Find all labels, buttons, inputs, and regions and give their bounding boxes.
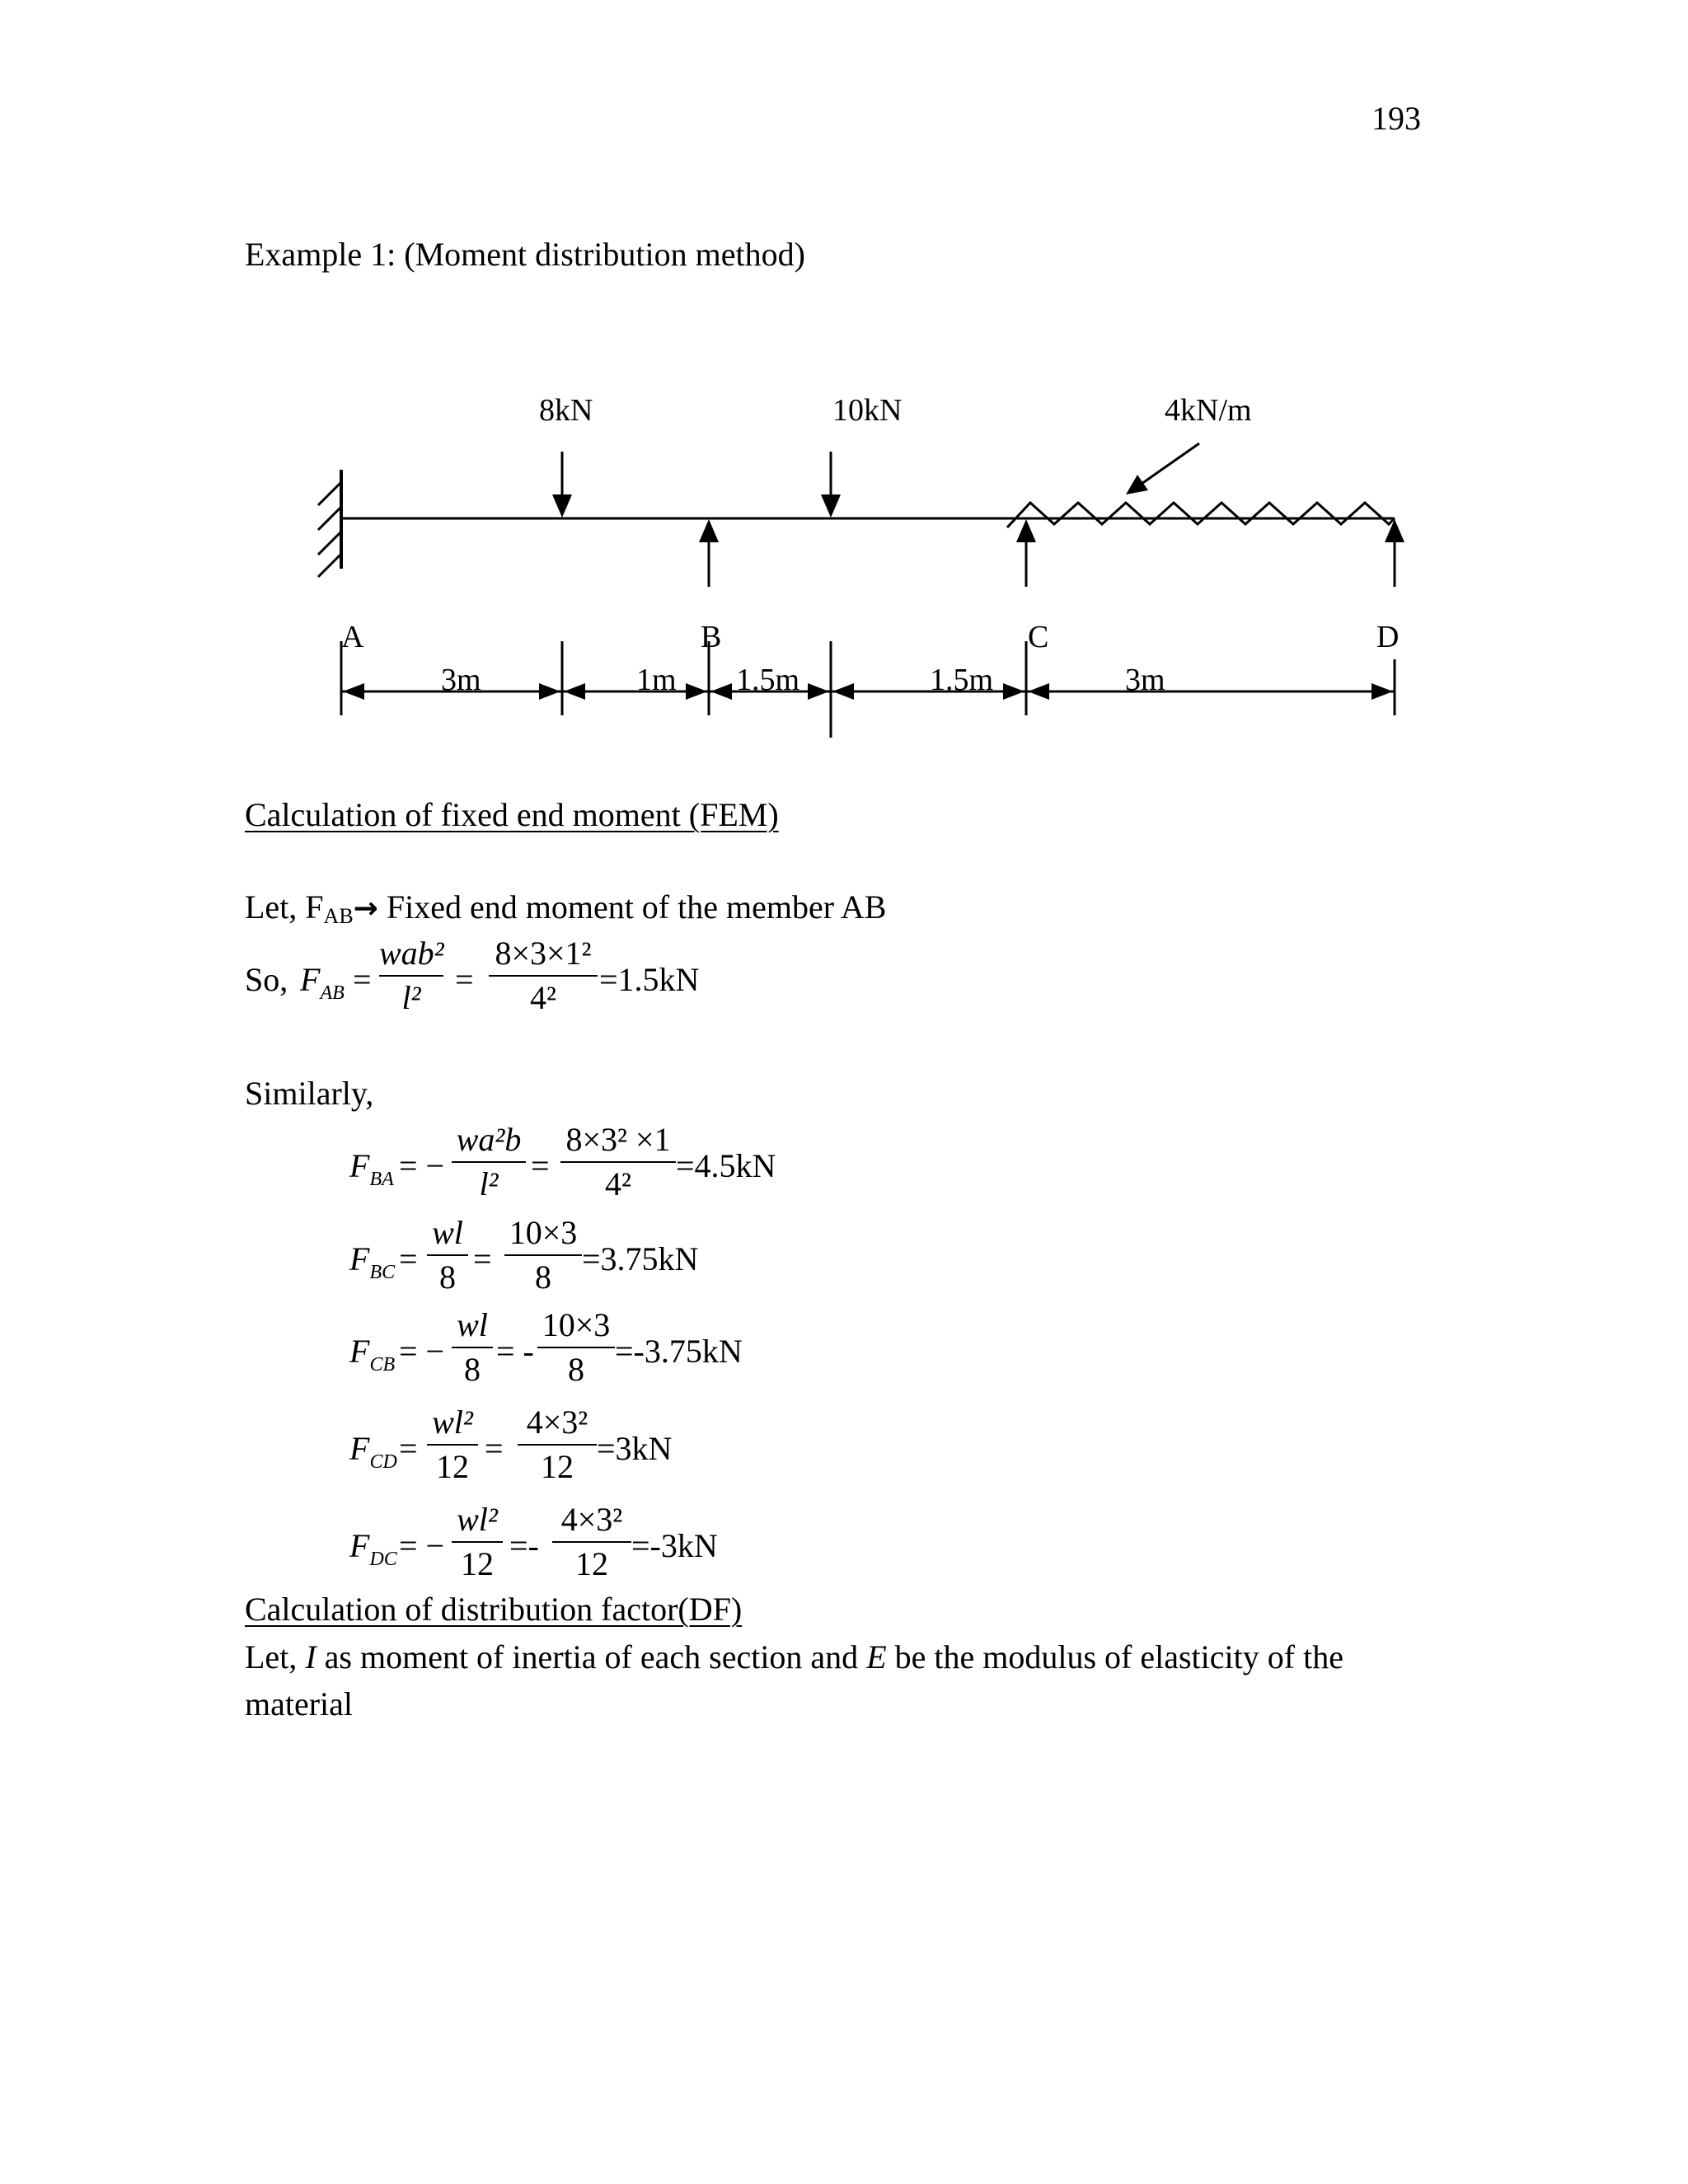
df-heading: Calculation of distribution factor(DF) — [245, 1591, 743, 1628]
eq-ab-sub: AB — [320, 982, 345, 1004]
point-label-b: B — [701, 620, 722, 654]
eq-bc-frac2 — [504, 1216, 582, 1294]
eq-ab-sign: = — [353, 961, 372, 998]
eq-ba-result: =4.5kN — [676, 1147, 776, 1184]
dimension-ticks — [341, 641, 1395, 738]
dim-label-1m: 1m — [636, 663, 677, 697]
beam-diagram — [0, 0, 1688, 758]
df-line1-b: as moment of inertia of each section and — [316, 1638, 867, 1675]
fem-heading: Calculation of fixed end moment (FEM) — [245, 796, 779, 833]
eq-cd-d2: 12 — [541, 1448, 574, 1485]
fem-definition-line — [245, 888, 887, 928]
eq-ab-d1: l² — [401, 979, 421, 1016]
eq-cb-frac2 — [537, 1306, 615, 1388]
eq-ba-d2: 4² — [605, 1165, 631, 1202]
eq-ba-frac2 — [560, 1123, 676, 1201]
eq-cb-d1: 8 — [464, 1351, 481, 1388]
eq-cd-n1: wl² — [432, 1404, 473, 1441]
load-label-udl: 4kN/m — [1165, 393, 1252, 428]
eq-dc-n1: wl² — [457, 1501, 498, 1538]
eq-bc-sub: BC — [369, 1262, 396, 1283]
eq-cb-mid: = - — [496, 1333, 534, 1370]
point-load-8kn-arrow — [552, 452, 572, 518]
eq-cd-sub: CD — [369, 1451, 397, 1473]
so-label: So, — [245, 961, 288, 998]
let-text: Fixed end moment of the member AB — [377, 888, 887, 926]
dim-label-1-5m-left: 1.5m — [736, 663, 800, 697]
eq-dc-sub: DC — [369, 1549, 397, 1570]
df-line1-i: I — [305, 1638, 316, 1675]
eq-dc-result: =-3kN — [631, 1527, 718, 1564]
support-b-arrow — [699, 519, 719, 587]
eq-cb-result: =-3.75kN — [615, 1333, 743, 1370]
eq-cd-d1: 12 — [436, 1448, 469, 1485]
eq-cb-frac1 — [452, 1306, 493, 1388]
fixed-support-a — [318, 470, 341, 577]
eq-dc-d1: 12 — [461, 1545, 494, 1582]
eq-dc-n2: 4×3² — [560, 1501, 623, 1538]
eq-bc-d1: 8 — [439, 1258, 456, 1296]
eq-bc-n2: 10×3 — [509, 1214, 578, 1251]
eq-ba-sign: = − — [399, 1147, 445, 1184]
point-label-a: A — [341, 620, 364, 654]
eq-ab-f: F — [300, 961, 321, 998]
right-arrow-icon: → — [353, 892, 378, 926]
eq-dc-mid: =- — [509, 1527, 539, 1564]
let-sub: AB — [323, 904, 354, 928]
eq-bc-sign: = — [399, 1240, 418, 1277]
dim-label-3m-ab: 3m — [441, 663, 481, 697]
eq-dc-f: F — [349, 1527, 370, 1564]
eq-ab-result: =1.5kN — [599, 961, 700, 998]
eq-cd-sign: = — [399, 1430, 418, 1467]
eq-ab-lhs — [300, 961, 345, 1004]
eq-dc-sign: = − — [399, 1527, 445, 1564]
point-load-10kn-arrow — [821, 452, 841, 518]
point-label-d: D — [1376, 620, 1400, 654]
eq-ba-f: F — [349, 1147, 370, 1184]
support-c-arrow — [1016, 519, 1036, 587]
eq-ab-frac2 — [489, 937, 598, 1015]
eq-cb-f: F — [349, 1333, 370, 1370]
eq-ab-d2: 4² — [530, 979, 556, 1016]
eq-ba-n1: wa²b — [456, 1121, 522, 1158]
eq-cb-sign: = − — [399, 1333, 445, 1370]
eq-ba-n2: 8×3² ×1 — [565, 1121, 671, 1158]
eq-bc-result: =3.75kN — [582, 1240, 699, 1277]
eq-ba-lhs — [349, 1147, 394, 1190]
eq-bc-n1: wl — [432, 1214, 463, 1251]
eq-cb-d2: 8 — [568, 1351, 584, 1388]
dim-label-3m-cd: 3m — [1125, 663, 1165, 697]
eq-cd-frac2 — [518, 1406, 597, 1483]
support-d-arrow — [1385, 519, 1404, 587]
eq-cd-lhs — [349, 1430, 397, 1473]
example-title: Example 1: (Moment distribution method) — [245, 236, 805, 273]
eq-ba-sub: BA — [369, 1169, 394, 1190]
eq-ab-frac1 — [379, 937, 443, 1015]
eq-dc-frac2 — [552, 1503, 631, 1581]
eq-cb-lhs — [349, 1333, 396, 1376]
eq-bc-lhs — [349, 1240, 396, 1283]
dim-label-1-5m-right: 1.5m — [930, 663, 994, 697]
page-number: 193 — [1372, 100, 1421, 137]
eq-bc-d2: 8 — [535, 1258, 551, 1296]
df-line-1 — [245, 1638, 1343, 1675]
eq-cd-f: F — [349, 1430, 370, 1467]
point-label-c: C — [1028, 620, 1049, 654]
load-label-10kn: 10kN — [832, 393, 903, 428]
eq-cb-sub: CB — [369, 1354, 396, 1376]
df-line1-c: be the modulus of elasticity of the — [886, 1638, 1343, 1675]
eq-dc-frac1 — [452, 1503, 503, 1581]
eq-cb-n1: wl — [457, 1306, 488, 1343]
eq-ba-frac1 — [452, 1123, 526, 1201]
df-line-2: material — [245, 1685, 354, 1722]
eq-ab-n2: 8×3×1² — [495, 935, 592, 972]
eq-ab-eq: = — [455, 961, 474, 998]
eq-bc-frac1 — [427, 1216, 468, 1294]
eq-cd-eq: = — [485, 1430, 504, 1467]
eq-cd-n2: 4×3² — [526, 1404, 588, 1441]
eq-dc-lhs — [349, 1527, 397, 1570]
eq-cb-n2: 10×3 — [542, 1306, 611, 1343]
udl-pointer-arrow — [1126, 443, 1199, 494]
eq-ba-eq: = — [531, 1147, 550, 1184]
df-line1-a: Let, — [245, 1638, 306, 1675]
eq-dc-d2: 12 — [575, 1545, 608, 1582]
eq-bc-eq: = — [473, 1240, 492, 1277]
udl-zigzag — [1007, 503, 1395, 527]
eq-ba-d1: l² — [479, 1165, 499, 1202]
eq-ab-n1: wab² — [379, 935, 444, 972]
eq-cd-result: =3kN — [597, 1430, 673, 1467]
let-prefix: Let, F — [245, 888, 324, 926]
load-label-8kn: 8kN — [539, 393, 593, 428]
df-line1-e: E — [866, 1638, 887, 1675]
similarly-label: Similarly, — [245, 1075, 374, 1112]
eq-bc-f: F — [349, 1240, 370, 1277]
eq-cd-frac1 — [427, 1406, 478, 1483]
